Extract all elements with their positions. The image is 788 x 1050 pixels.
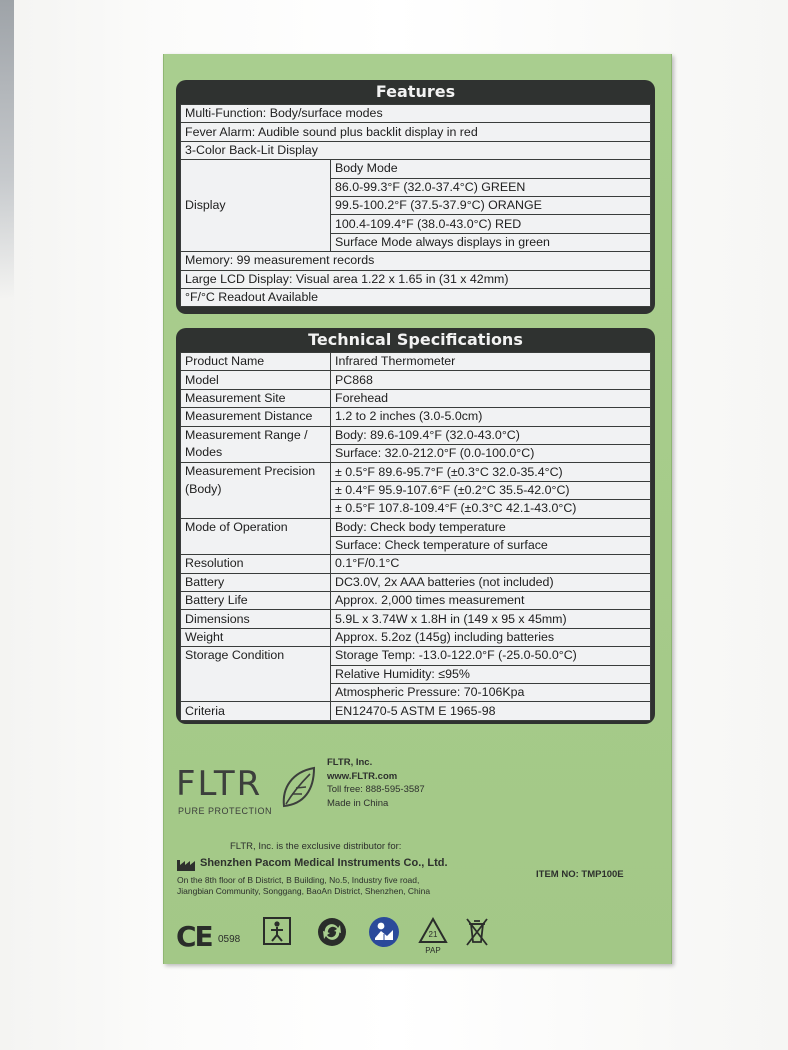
- weee-bin-icon: [464, 916, 490, 948]
- features-title: Features: [375, 82, 456, 101]
- spec-value: Body: 89.6-109.4°F (32.0-43.0°C): [331, 426, 651, 444]
- fltr-logo: [176, 764, 326, 824]
- table-row: [181, 252, 651, 270]
- table-row: [181, 389, 651, 407]
- table-row: [181, 288, 651, 306]
- recycle-number: 21: [428, 930, 438, 939]
- feature-memory: Memory: 99 measurement records: [181, 252, 651, 270]
- ce-mark-icon: CE: [176, 920, 212, 953]
- spec-value: Forehead: [331, 389, 651, 407]
- logo-wordmark: FLTR: [176, 764, 263, 804]
- logo-tagline: PURE PROTECTION: [178, 806, 273, 816]
- company-website: www.FLTR.com: [327, 770, 398, 782]
- spec-label: Criteria: [181, 702, 331, 720]
- background-shadow: [0, 0, 14, 300]
- table-row: [181, 141, 651, 159]
- table-row: [181, 353, 651, 371]
- recycle-pap-icon: [416, 916, 450, 956]
- distributor-note: FLTR, Inc. is the exclusive distributor for:: [230, 841, 402, 852]
- recycle-code: PAP: [425, 946, 441, 955]
- spec-label: Weight: [181, 628, 331, 646]
- feature-lcd: Large LCD Display: Visual area 1.22 x 1.65 in (31 x 42mm): [181, 270, 651, 288]
- table-row: [181, 408, 651, 426]
- spec-label: Dimensions: [181, 610, 331, 628]
- made-in: Made in China: [327, 797, 389, 809]
- specs-title: Technical Specifications: [308, 330, 523, 349]
- table-row: [181, 123, 651, 141]
- product-box-back: [163, 54, 672, 964]
- green-dot-icon: [316, 916, 348, 948]
- table-row: [181, 628, 651, 646]
- feature-backlit: 3-Color Back-Lit Display: [181, 141, 651, 159]
- address-line: Jiangbian Community, Songgang, BaoAn District, Shenzhen, China: [177, 886, 431, 896]
- table-row: [181, 592, 651, 610]
- table-row: [181, 426, 651, 444]
- leaf-icon: [278, 766, 318, 810]
- manufacturer-icon: [176, 858, 196, 872]
- spec-value: Storage Temp: -13.0-122.0°F (-25.0-50.0°C): [331, 647, 651, 665]
- company-info: [327, 756, 425, 810]
- display-row: Surface Mode always displays in green: [331, 233, 651, 251]
- table-row: [181, 555, 651, 573]
- ce-number: 0598: [218, 934, 241, 945]
- manufacturer-address: [177, 875, 497, 897]
- spec-label: Measurement Site: [181, 389, 331, 407]
- spec-value: EN12470-5 ASTM E 1965-98: [331, 702, 651, 720]
- spec-value: Infrared Thermometer: [331, 353, 651, 371]
- spec-value: Approx. 5.2oz (145g) including batteries: [331, 628, 651, 646]
- spec-value: Relative Humidity: ≤95%: [331, 665, 651, 683]
- spec-value: Surface: Check temperature of surface: [331, 536, 651, 554]
- spec-value: DC3.0V, 2x AAA batteries (not included): [331, 573, 651, 591]
- table-row: [181, 160, 651, 178]
- spec-value: 5.9L x 3.74W x 1.8H in (149 x 95 x 45mm): [331, 610, 651, 628]
- table-row: [181, 105, 651, 123]
- table-row: [181, 371, 651, 389]
- table-row: [181, 702, 651, 720]
- company-phone: Toll free: 888-595-3587: [327, 784, 425, 795]
- address-line: On the 8th floor of B District, B Building, No.5, Industry five road,: [177, 875, 420, 885]
- display-row: 100.4-109.4°F (38.0-43.0°C) RED: [331, 215, 651, 233]
- spec-value: PC868: [331, 371, 651, 389]
- table-row: [181, 647, 651, 665]
- spec-label: Measurement Distance: [181, 408, 331, 426]
- table-row: [181, 463, 651, 481]
- spec-value: 1.2 to 2 inches (3.0-5.0cm): [331, 408, 651, 426]
- table-row: [181, 270, 651, 288]
- feature-multi-function: Multi-Function: Body/surface modes: [181, 105, 651, 123]
- spec-label: Battery: [181, 573, 331, 591]
- spec-value: ± 0.5°F 89.6-95.7°F (±0.3°C 32.0-35.4°C): [331, 463, 651, 481]
- table-row: [181, 518, 651, 536]
- bf-type-part-icon: [262, 916, 292, 948]
- spec-label: Resolution: [181, 555, 331, 573]
- spec-value: ± 0.4°F 95.9-107.6°F (±0.2°C 35.5-42.0°C): [331, 481, 651, 499]
- spec-label: Measurement Range / Modes: [181, 426, 331, 463]
- spec-value: ± 0.5°F 107.8-109.4°F (±0.3°C 42.1-43.0°C): [331, 500, 651, 518]
- spec-value: Body: Check body temperature: [331, 518, 651, 536]
- features-table: [180, 104, 651, 307]
- manufacturer-name: Shenzhen Pacom Medical Instruments Co., Ltd.: [200, 857, 448, 869]
- display-row: Body Mode: [331, 160, 651, 178]
- feature-fever-alarm: Fever Alarm: Audible sound plus backlit display in red: [181, 123, 651, 141]
- spec-label: Battery Life: [181, 592, 331, 610]
- table-row: [181, 610, 651, 628]
- features-panel: [176, 80, 655, 314]
- spec-label: Storage Condition: [181, 647, 331, 702]
- spec-label: Model: [181, 371, 331, 389]
- item-number: ITEM NO: TMP100E: [536, 869, 624, 880]
- display-label: Display: [181, 160, 331, 252]
- display-row: 86.0-99.3°F (32.0-37.4°C) GREEN: [331, 178, 651, 196]
- spec-value: Atmospheric Pressure: 70-106Kpa: [331, 684, 651, 702]
- specs-panel: [176, 328, 655, 724]
- spec-value: 0.1°F/0.1°C: [331, 555, 651, 573]
- regulatory-symbols: [176, 916, 496, 956]
- specs-table: [180, 352, 651, 721]
- spec-label: Measurement Precision (Body): [181, 463, 331, 518]
- company-name: FLTR, Inc.: [327, 757, 373, 768]
- feature-readout: °F/°C Readout Available: [181, 288, 651, 306]
- spec-label: Mode of Operation: [181, 518, 331, 555]
- spec-value: Surface: 32.0-212.0°F (0.0-100.0°C): [331, 444, 651, 462]
- table-row: [181, 573, 651, 591]
- display-row: 99.5-100.2°F (37.5-37.9°C) ORANGE: [331, 196, 651, 214]
- spec-value: Approx. 2,000 times measurement: [331, 592, 651, 610]
- spec-label: Product Name: [181, 353, 331, 371]
- read-manual-icon: [368, 916, 400, 948]
